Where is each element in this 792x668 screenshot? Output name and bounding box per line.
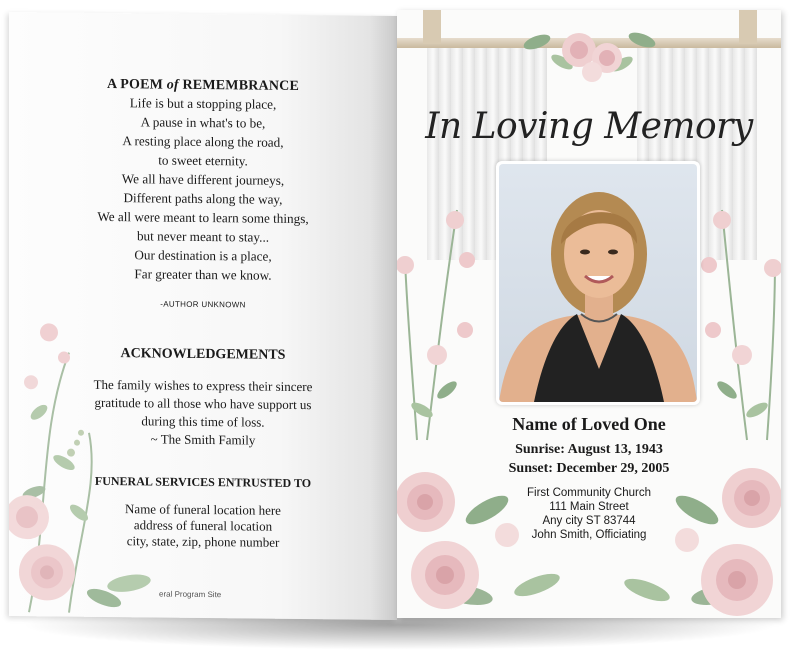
poem-author: -AUTHOR UNKNOWN	[160, 299, 246, 310]
sunrise-date: Sunrise: August 13, 1943	[515, 442, 663, 457]
acknowledgement-line: gratitude to all those who have support us	[94, 394, 312, 413]
poem-line: but never meant to stay...	[136, 228, 270, 245]
poem-line: Different paths along the way,	[123, 190, 283, 207]
poem-line: Our destination is a place,	[134, 247, 272, 264]
acknowledgement-line: during this time of loss.	[141, 413, 265, 430]
service-details	[397, 486, 781, 542]
acknowledgement-line: The family wishes to express their sincere	[93, 376, 313, 395]
funeral-services-line: address of funeral location	[133, 517, 273, 534]
poem-body	[9, 92, 397, 286]
church-street: 111 Main Street	[549, 501, 629, 513]
cover-title: In Loving Memory	[425, 106, 753, 147]
poem-line: Far greater than we know.	[134, 266, 272, 283]
loved-one-name: Name of Loved One	[512, 414, 666, 434]
poem-title: A POEM of REMEMBRANCE	[106, 76, 300, 95]
inside-left-page	[9, 12, 397, 620]
officiant: John Smith, Officiating	[531, 529, 647, 541]
funeral-services-line: city, state, zip, phone number	[126, 533, 280, 550]
funeral-services-line: Name of funeral location here	[125, 501, 281, 518]
funeral-services-body	[9, 500, 397, 552]
portrait-frame	[496, 161, 700, 405]
sunset-date: Sunset: December 29, 2005	[508, 461, 670, 476]
portrait-illustration	[499, 164, 697, 402]
portrait-photo	[499, 164, 697, 402]
acknowledgement-line: ~ The Smith Family	[150, 431, 256, 448]
life-dates	[397, 440, 781, 478]
acknowledgements-body	[9, 375, 397, 451]
poem-line: Life is but a stopping place,	[129, 95, 277, 112]
poem-line: A resting place along the road,	[122, 133, 284, 150]
church-name: First Community Church	[527, 487, 651, 499]
inside-text	[9, 76, 397, 552]
poem-line: A pause in what's to be,	[140, 114, 266, 131]
footer-site-text: eral Program Site	[159, 589, 222, 600]
church-city: Any city ST 83744	[542, 515, 636, 527]
poem-line: We all have different journeys,	[121, 171, 285, 188]
poem-line: We all were meant to learn some things,	[97, 208, 309, 227]
poem-line: to sweet eternity.	[158, 152, 248, 169]
cover-page	[397, 10, 781, 618]
acknowledgements-title: ACKNOWLEDGEMENTS	[120, 346, 286, 363]
funeral-services-title: FUNERAL SERVICES ENTRUSTED TO	[94, 473, 312, 491]
